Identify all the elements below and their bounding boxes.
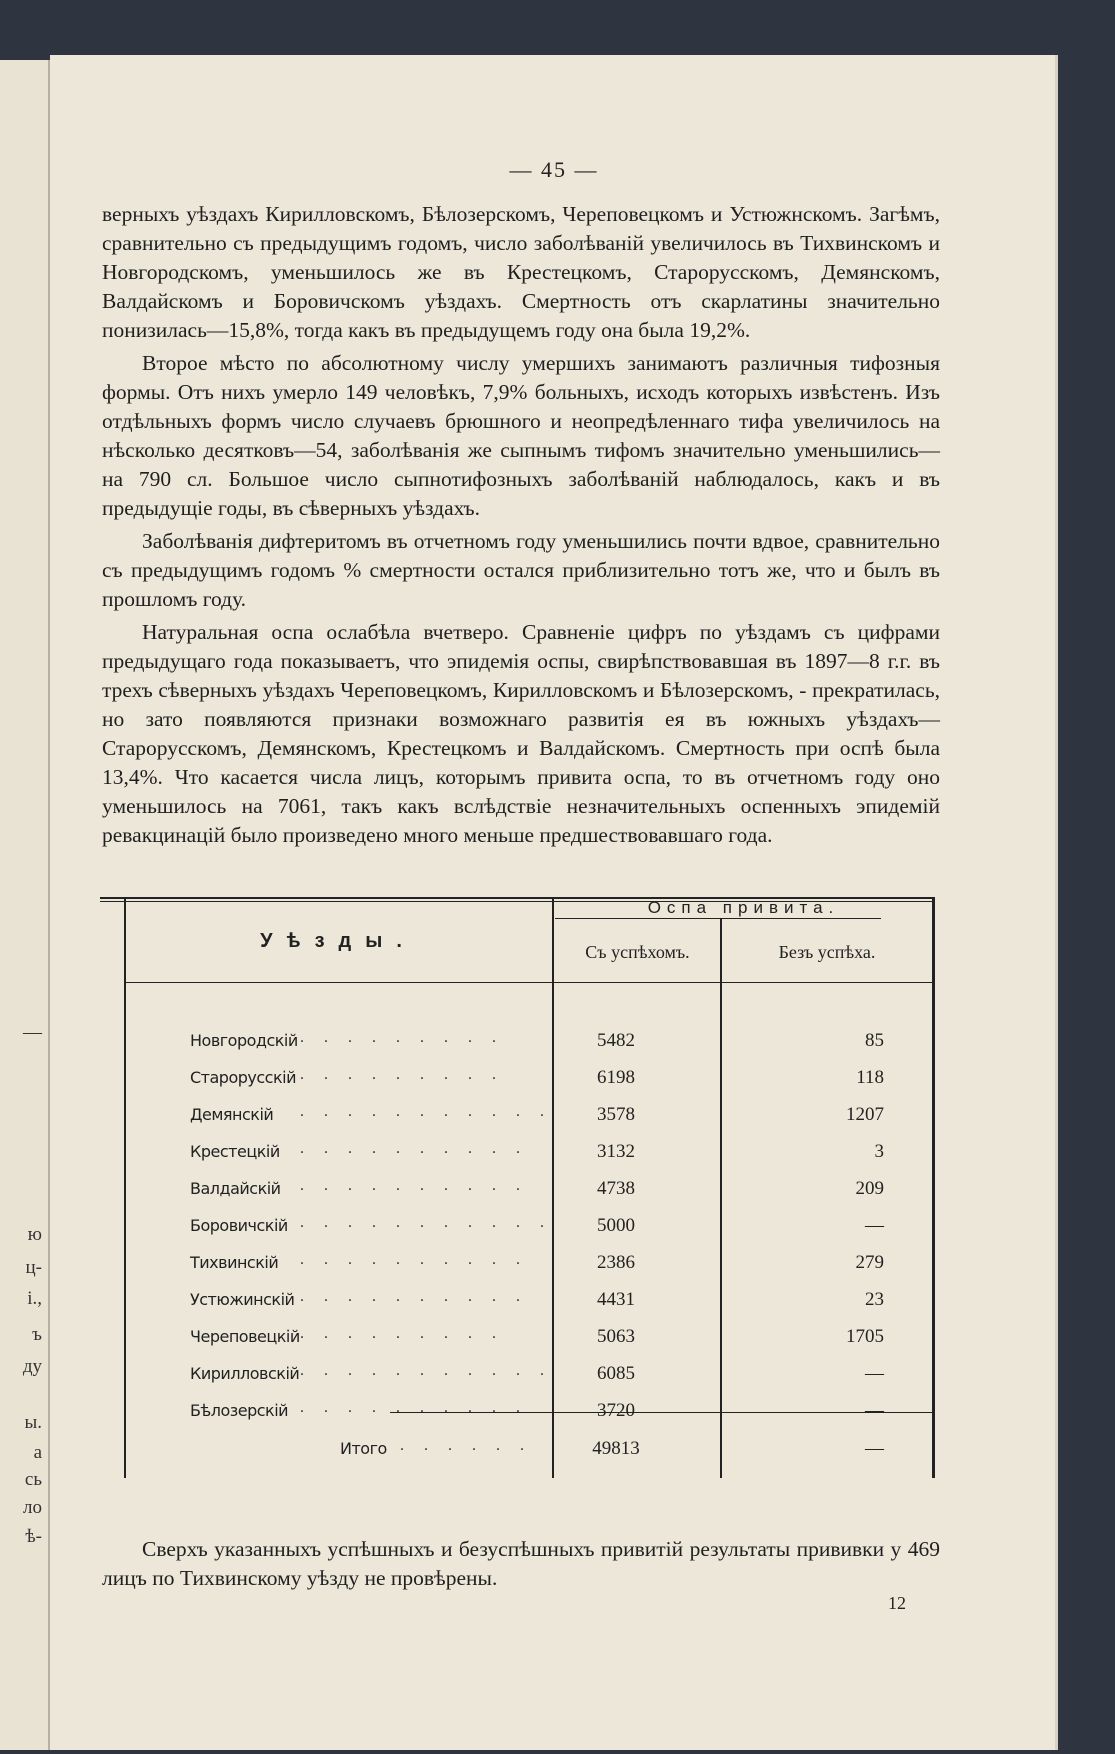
left-fragment: і., [27, 1288, 42, 1309]
table-row [100, 1101, 935, 1131]
left-fragment: ду [22, 1356, 42, 1377]
left-fragment: ц- [25, 1257, 42, 1278]
table-row [100, 1175, 935, 1205]
table-row [100, 1249, 935, 1279]
no-success-count: 1207 [846, 1104, 884, 1125]
district-name: Боровичскій [190, 1216, 288, 1235]
district-name: Тихвинскій [190, 1253, 279, 1272]
total-label: Итого [340, 1439, 387, 1458]
left-fragment: сь [24, 1469, 42, 1490]
no-success-count: 1705 [846, 1326, 884, 1347]
table-row [100, 1138, 935, 1168]
leader-dots: . . . . . . . . . . [300, 1251, 528, 1268]
group-header-rule [555, 918, 881, 919]
body-text [102, 200, 940, 850]
table-row [100, 1212, 935, 1242]
page-number: — 45 — [509, 157, 599, 182]
left-fragment: ъ [32, 1324, 42, 1345]
district-name: Валдайскій [190, 1179, 281, 1198]
district-name: Крестецкій [190, 1142, 280, 1161]
leader-dots: . . . . . . . . . . [300, 1140, 528, 1157]
leader-dots: . . . . . . . . . . [300, 1177, 528, 1194]
leader-dots: . . . . . . . . . . [300, 1288, 528, 1305]
header-success: Съ успѣхомъ. [585, 942, 690, 962]
success-count: 5000 [597, 1215, 635, 1236]
success-count: 3720 [597, 1400, 635, 1421]
paragraph-typhus: Второе мѣсто по абсолютному числу умершихъ занимаютъ различныя тифозныя формы. Отъ нихъ умерло 149 человѣкъ, 7,9% больныхъ, исходъ которыхъ извѣстенъ. Изъ отдѣльныхъ формъ число случаевъ брюшного и неопредѣленнаго тифа увеличилось на нѣсколько десятковъ—54, заболѣванія же сыпнымъ тифомъ значительно уменьшились—на 790 сл. Большое число сыпнотифозныхъ заболѣваній наблюдалось, какъ и въ предыдущіе годы, въ сѣверныхъ уѣздахъ. [102, 351, 940, 520]
no-success-count: 118 [856, 1067, 884, 1088]
no-success-count: — [865, 1363, 884, 1384]
left-fragment: а [33, 1442, 42, 1463]
total-no-success: — [865, 1438, 884, 1459]
district-name: Новгородскій [190, 1031, 298, 1050]
table-row [100, 1397, 935, 1427]
success-count: 3132 [597, 1141, 635, 1162]
total-row [100, 1435, 935, 1465]
header-vaccinated: Оспа привита. [647, 898, 840, 917]
leader-dots: . . . . . . . . . [300, 1029, 504, 1046]
leader-dots: . . . . . . . . . . . [300, 1214, 552, 1231]
left-fragment: ѣ- [25, 1526, 42, 1547]
table-row [100, 1064, 935, 1094]
district-name: Демянскій [190, 1105, 274, 1124]
success-count: 6085 [597, 1363, 635, 1384]
left-fragment: ы. [24, 1412, 42, 1433]
left-fragment: ло [23, 1497, 42, 1518]
vaccination-table [100, 842, 935, 1495]
district-name: Кирилловскій [190, 1364, 300, 1383]
header-no-success: Безъ успѣха. [778, 942, 876, 962]
success-count: 2386 [597, 1252, 635, 1273]
no-success-count: — [865, 1400, 884, 1421]
success-count: 5063 [597, 1326, 635, 1347]
district-name: Устюжинскій [190, 1290, 295, 1309]
leader-dots: . . . . . . . . . . . [300, 1103, 552, 1120]
header-bottom-rule [124, 982, 934, 983]
leader-dots: . . . . . . . . . . . [300, 1362, 552, 1379]
left-page-edge [0, 60, 50, 1750]
no-success-count: 3 [874, 1141, 884, 1162]
leader-dots: . . . . . . . . . . [300, 1399, 528, 1416]
no-success-count: 23 [865, 1289, 884, 1310]
sheet-number: 12 [888, 1593, 906, 1613]
header-uezdy: Уѣзды. [260, 930, 416, 952]
paragraph-diphtheria: Заболѣванія дифтеритомъ въ отчетномъ году уменьшились почти вдвое, сравнительно съ предыдущимъ годомъ % смертности остался приблизительно тотъ же, что и былъ въ прошломъ году. [102, 529, 940, 611]
table-row [100, 1286, 935, 1316]
document-page [50, 55, 1058, 1750]
success-count: 3578 [597, 1104, 635, 1125]
table-row [100, 1360, 935, 1390]
no-success-count: 279 [855, 1252, 884, 1273]
total-success: 49813 [592, 1438, 640, 1459]
success-count: 5482 [597, 1030, 635, 1051]
district-name: Череповецкій [190, 1327, 300, 1346]
district-name: Старорусскій [190, 1068, 296, 1087]
left-fragment: ю [27, 1224, 42, 1245]
leader-dots: . . . . . . . . . [300, 1325, 504, 1342]
success-count: 6198 [597, 1067, 635, 1088]
leader-dots: . . . . . . . . . [300, 1066, 504, 1083]
table-row [100, 1027, 935, 1057]
paragraph-smallpox: Натуральная оспа ослабѣла вчетверо. Сравненіе цифръ по уѣздамъ съ цифрами предыдущаго года показываетъ, что эпидемія оспы, свирѣпствовавшая въ 1897—8 г.г. въ трехъ сѣверныхъ уѣздахъ Череповецкомъ, Кирилловскомъ и Бѣлозерскомъ, - прекратилась, но зато появляются признаки возможнаго развитія ея въ южныхъ уѣздахъ—Старорусскомъ, Демянскомъ, Крестецкомъ и Валдайскомъ. Смертность при оспѣ была 13,4%. Что касается числа лицъ, которымъ привита оспа, то въ отчетномъ году оно уменьшилось на 7061, такъ какъ вслѣдствіе незначительныхъ оспенныхъ эпидемій ревакцинацій было произведено много меньше предшествовавшаго года. [102, 620, 940, 847]
district-name: Бѣлозерскій [190, 1401, 289, 1420]
no-success-count: 85 [865, 1030, 884, 1051]
footer-paragraph: Сверхъ указанныхъ успѣшныхъ и безуспѣшныхъ привитій результаты прививки у 469 лицъ по Тихвинскому уѣзду не провѣрены. [102, 1537, 940, 1590]
success-count: 4738 [597, 1178, 635, 1199]
no-success-count: — [865, 1215, 884, 1236]
paragraph-scarlatina: верныхъ уѣздахъ Кирилловскомъ, Бѣлозерскомъ, Череповецкомъ и Устюжнскомъ. Загѣмъ, сравнительно съ предыдущимъ годомъ, число заболѣваній увеличилось въ Тихвинскомъ и Новгородскомъ, уменьшилось же въ Крестецкомъ, Старорусскомъ, Демянскомъ, Валдайскомъ и Боровичскомъ уѣздахъ. Смертность отъ скарлатины значительно понизилась—15,8%, тогда какъ въ предыдущемъ году она была 19,2%. [102, 202, 940, 342]
left-fragment: — [23, 1022, 42, 1043]
total-dots: . . . . . . [400, 1437, 532, 1454]
success-count: 4431 [597, 1289, 635, 1310]
no-success-count: 209 [855, 1178, 884, 1199]
table-row [100, 1323, 935, 1353]
